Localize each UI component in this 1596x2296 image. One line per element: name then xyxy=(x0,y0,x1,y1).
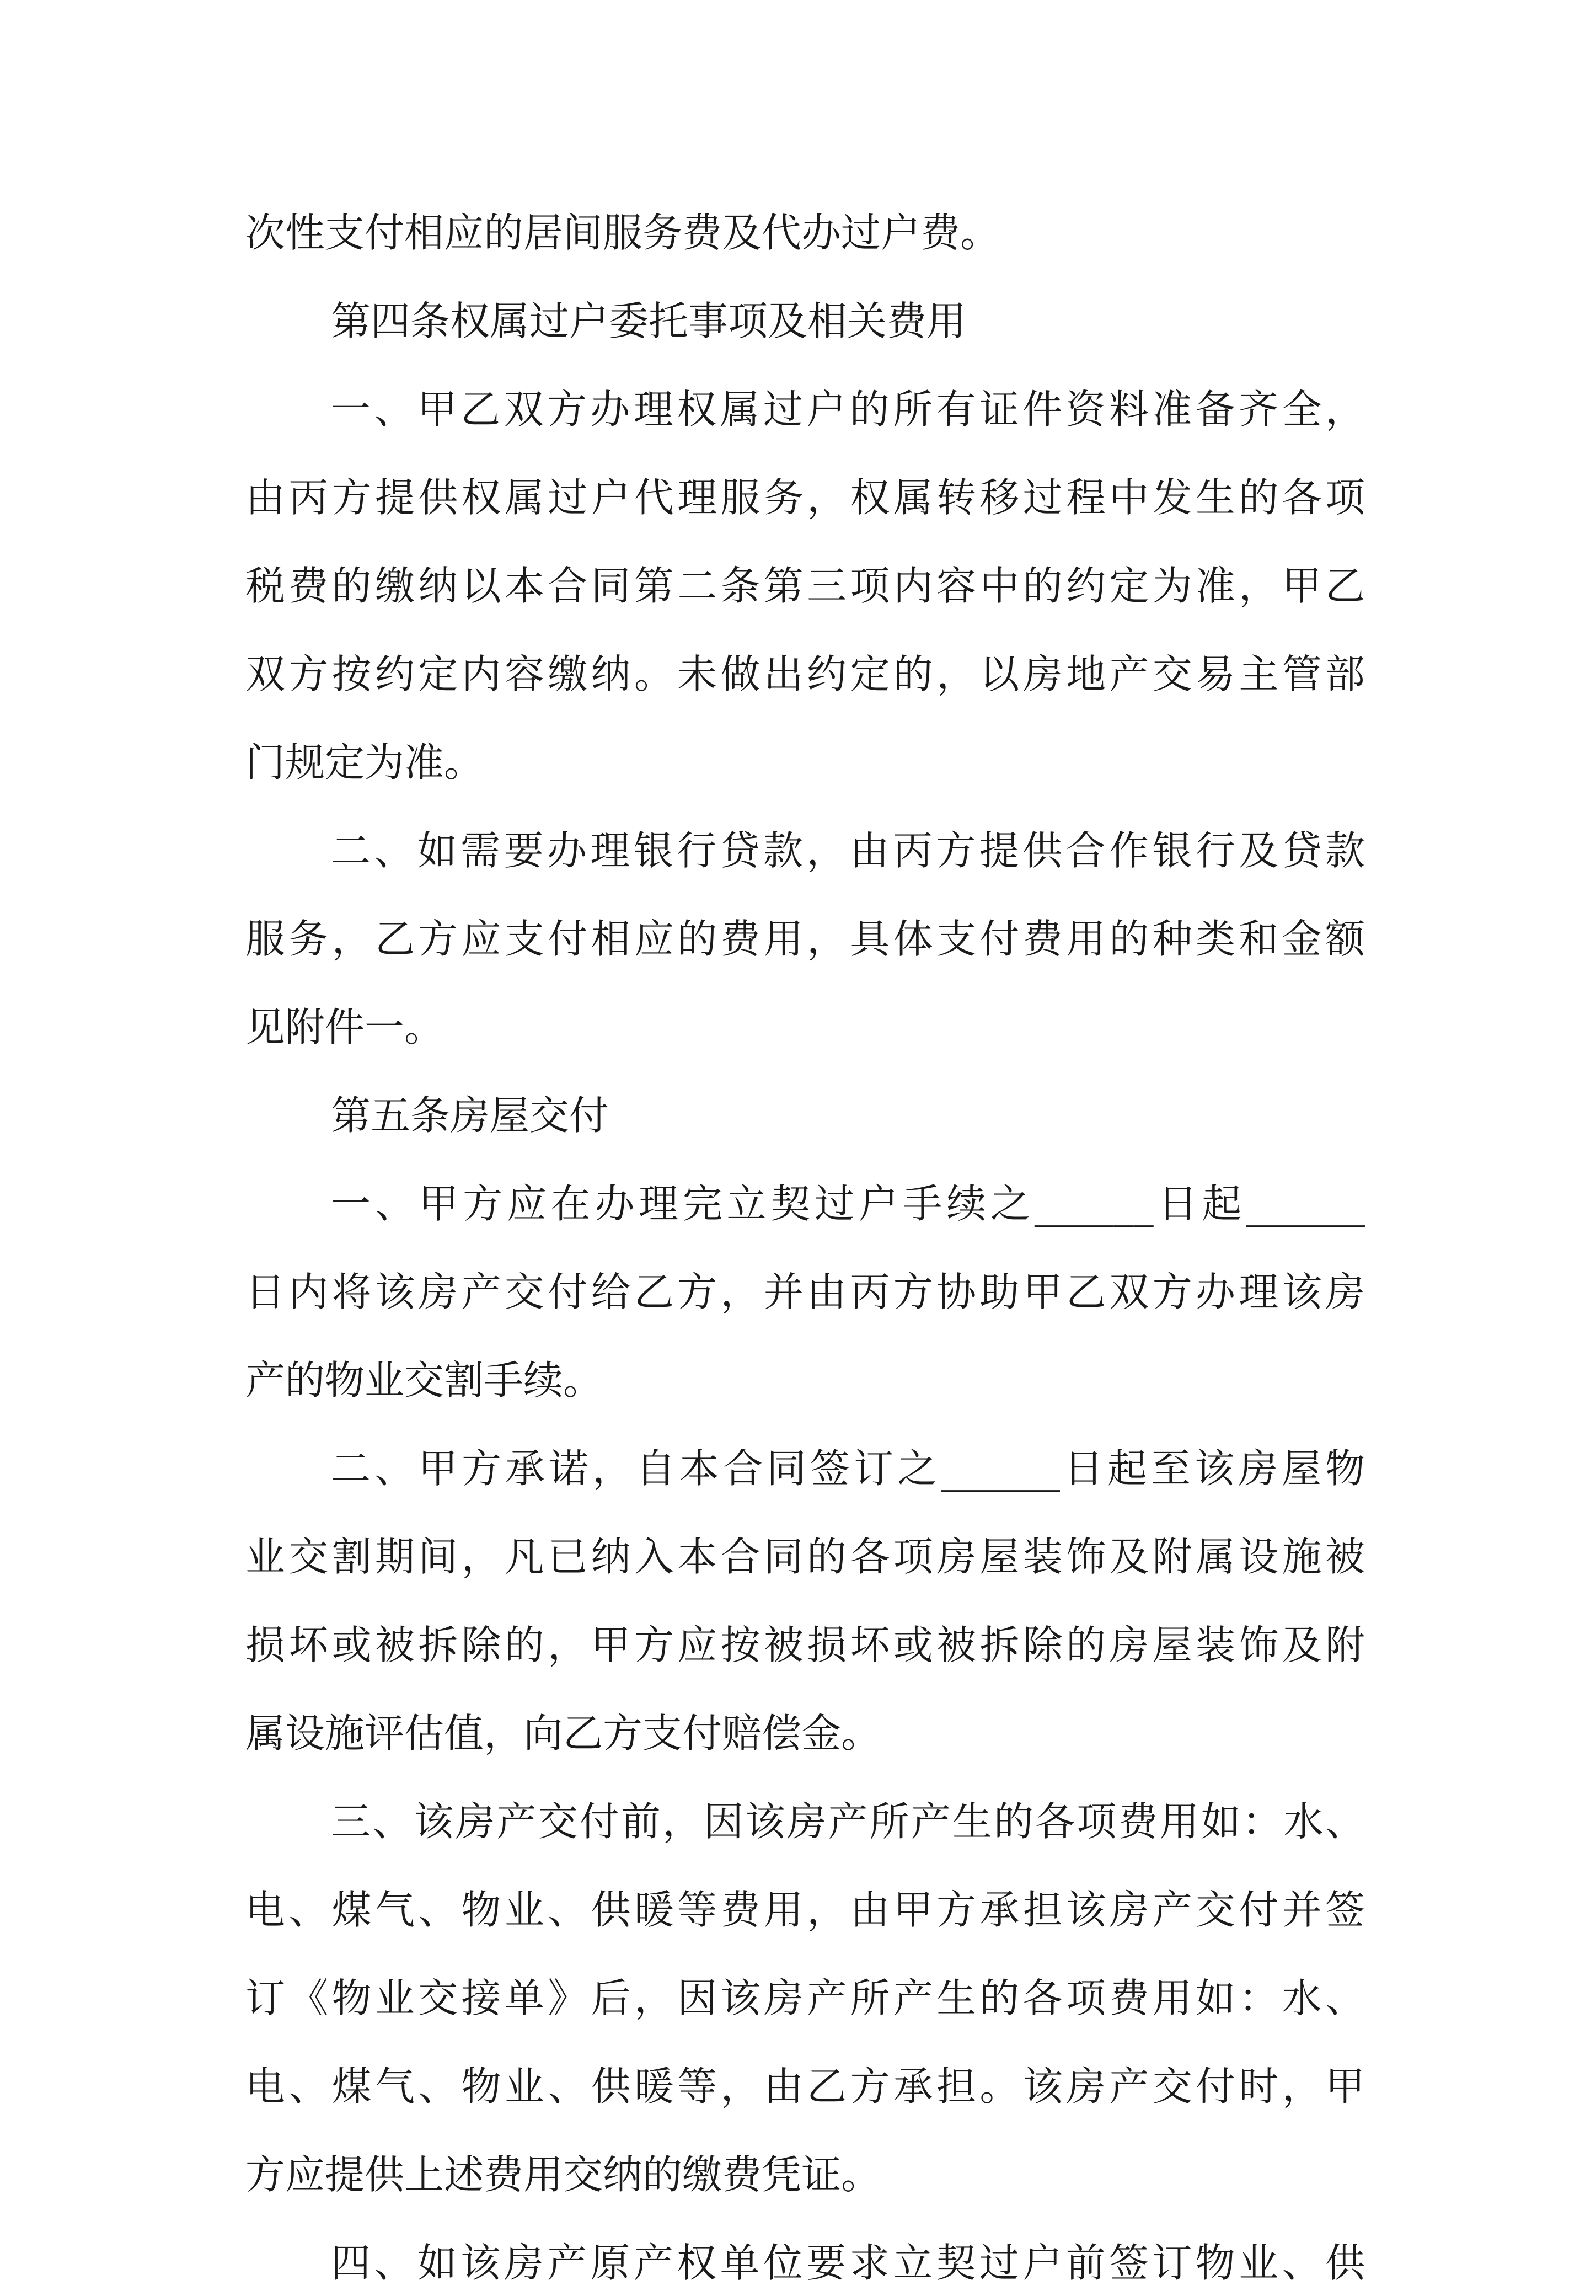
text-line: 二、如需要办理银行贷款，由丙方提供合作银行及贷款 xyxy=(331,827,1365,874)
text-line: 三、该房产交付前，因该房产所产生的各项费用如：水、 xyxy=(331,1798,1365,1845)
text-line: 税费的缴纳以本合同第二条第三项内容中的约定为准，甲乙 xyxy=(245,563,1365,609)
text-line: 订《物业交接单》后，因该房产所产生的各项费用如：水、 xyxy=(245,1975,1365,2021)
text-line: 属设施评估值，向乙方支付赔偿金。 xyxy=(245,1710,881,1756)
text-line: 损坏或被拆除的，甲方应按被损坏或被拆除的房屋装饰及附 xyxy=(245,1622,1365,1668)
section-heading: 第五条房屋交付 xyxy=(331,1092,609,1139)
text-line: 一、甲方应在办理完立契过户手续之______日起______ xyxy=(331,1181,1365,1227)
text-line: 方应提供上述费用交纳的缴费凭证。 xyxy=(245,2151,881,2198)
text-line: 见附件一。 xyxy=(245,1004,444,1050)
text-line: 产的物业交割手续。 xyxy=(245,1357,603,1403)
text-line: 双方按约定内容缴纳。未做出约定的，以房地产交易主管部 xyxy=(245,651,1365,697)
text-line: 四、如该房产原产权单位要求立契过户前签订物业、供 xyxy=(331,2240,1365,2286)
text-line: 日内将该房产交付给乙方，并由丙方协助甲乙双方办理该房 xyxy=(245,1269,1365,1315)
text-line: 由丙方提供权属过户代理服务，权属转移过程中发生的各项 xyxy=(245,474,1365,521)
text-line: 一、甲乙双方办理权属过户的所有证件资料准备齐全， xyxy=(331,386,1365,432)
text-line: 电、煤气、物业、供暖等费用，由甲方承担该房产交付并签 xyxy=(245,1887,1365,1933)
text-line: 电、煤气、物业、供暖等，由乙方承担。该房产交付时，甲 xyxy=(245,2063,1365,2110)
section-heading: 第四条权属过户委托事项及相关费用 xyxy=(331,298,967,344)
text-line: 次性支付相应的居间服务费及代办过户费。 xyxy=(245,210,1000,256)
text-line: 业交割期间，凡已纳入本合同的各项房屋装饰及附属设施被 xyxy=(245,1534,1365,1580)
text-line: 门规定为准。 xyxy=(245,739,484,786)
text-line: 服务，乙方应支付相应的费用，具体支付费用的种类和金额 xyxy=(245,916,1365,962)
text-line: 二、甲方承诺，自本合同签订之______日起至该房屋物 xyxy=(331,1445,1365,1492)
